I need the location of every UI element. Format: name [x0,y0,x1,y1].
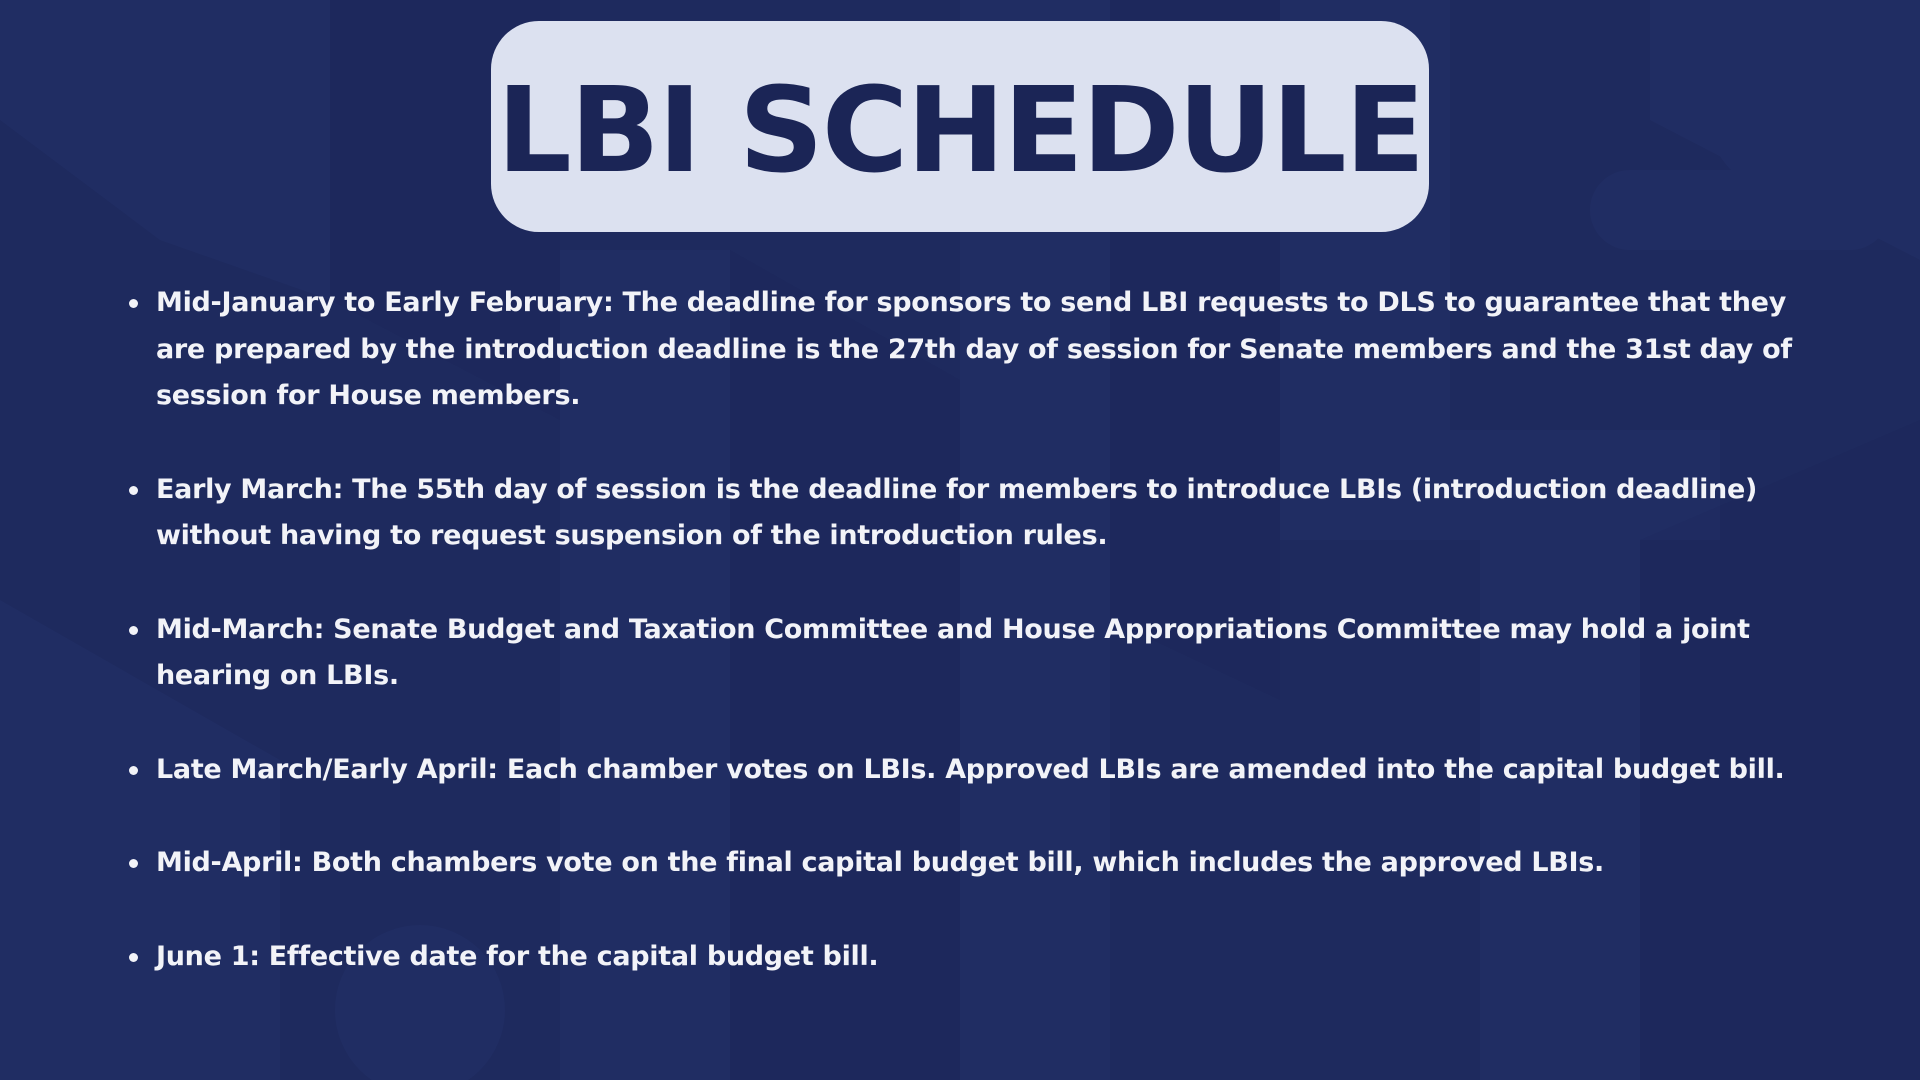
schedule-item-text: Late March/Early April: Each chamber votes on LBIs. Approved LBIs are amended into the capital budget bill. [156,753,1785,785]
list-item [156,747,1816,794]
list-item [156,934,1816,981]
bullet-icon [129,766,138,775]
schedule-list [156,280,1816,1027]
title-banner [491,21,1429,232]
schedule-item-text: Mid-March: Senate Budget and Taxation Committee and House Appropriations Committee may hold a joint hearing on LBIs. [156,613,1750,691]
schedule-item-text: June 1: Effective date for the capital budget bill. [156,940,879,972]
list-item [156,840,1816,887]
list-item [156,467,1816,560]
bullet-icon [129,626,138,635]
page-title: LBI SCHEDULE [496,60,1424,199]
bullet-icon [129,486,138,495]
list-item [156,607,1816,700]
schedule-item-text: Early March: The 55th day of session is the deadline for members to introduce LBIs (introduction deadline) without having to request suspension of the introduction rules. [156,473,1758,551]
schedule-item-text: Mid-January to Early February: The deadline for sponsors to send LBI requests to DLS to guarantee that they are prepared by the introduction deadline is the 27th day of session for Senate members and the 31st day of session for House members. [156,287,1792,411]
schedule-item-text: Mid-April: Both chambers vote on the final capital budget bill, which includes the approved LBIs. [156,847,1604,878]
bullet-icon [129,953,138,962]
bullet-icon [129,859,138,868]
bullet-icon [129,299,138,308]
list-item [156,280,1816,420]
